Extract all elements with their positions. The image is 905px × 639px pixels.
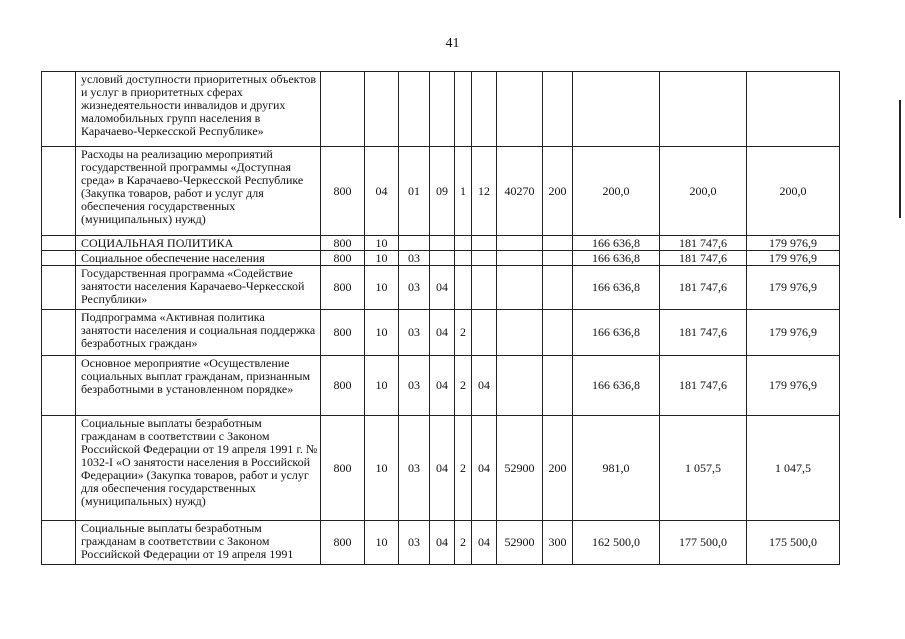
direction-code-cell (497, 356, 543, 416)
program-code-cell: 09 (430, 147, 455, 236)
amount-year3-cell: 200,0 (747, 147, 840, 236)
event-code-cell (472, 310, 497, 356)
event-code-cell (472, 236, 497, 251)
program-code-cell: 04 (430, 266, 455, 310)
ministry-code-cell: 800 (321, 310, 365, 356)
row-number-cell (42, 251, 76, 266)
event-code-cell (472, 72, 497, 147)
expense-type-cell (543, 236, 573, 251)
amount-year1-cell (573, 72, 660, 147)
amount-year3-cell: 179 976,9 (747, 310, 840, 356)
subsection-code-cell: 01 (399, 147, 430, 236)
section-code-cell: 10 (365, 251, 399, 266)
subprogram-code-cell: 2 (455, 521, 472, 565)
table-row (42, 416, 840, 521)
amount-year2-cell (660, 72, 747, 147)
amount-year3-cell (747, 72, 840, 147)
row-name-cell: Социальные выплаты безработным гражданам в соответствии с Законом Российской Федерации от 19 апреля 1991 г. № 1032-I «О занятости населения в Российской Федерации» (Закупка товаров, работ и услуг для обеспечения государственных (муниципальных) нужд) (76, 416, 321, 521)
direction-code-cell: 52900 (497, 416, 543, 521)
ministry-code-cell: 800 (321, 356, 365, 416)
amount-year1-cell: 166 636,8 (573, 310, 660, 356)
page-number: 41 (445, 36, 460, 51)
expense-type-cell (543, 266, 573, 310)
event-code-cell: 12 (472, 147, 497, 236)
amount-year2-cell: 177 500,0 (660, 521, 747, 565)
subsection-code-cell: 03 (399, 521, 430, 565)
direction-code-cell: 40270 (497, 147, 543, 236)
budget-table (41, 71, 840, 565)
table-row (42, 147, 840, 236)
expense-type-cell (543, 72, 573, 147)
amount-year1-cell: 166 636,8 (573, 251, 660, 266)
subprogram-code-cell (455, 72, 472, 147)
amount-year1-cell: 166 636,8 (573, 356, 660, 416)
subsection-code-cell (399, 72, 430, 147)
program-code-cell (430, 72, 455, 147)
ministry-code-cell: 800 (321, 416, 365, 521)
subsection-code-cell: 03 (399, 416, 430, 521)
section-code-cell: 10 (365, 236, 399, 251)
event-code-cell: 04 (472, 356, 497, 416)
row-name-cell: Подпрограмма «Активная политика занятости населения и социальная поддержка безработных граждан» (76, 310, 321, 356)
amount-year2-cell: 181 747,6 (660, 266, 747, 310)
ministry-code-cell: 800 (321, 251, 365, 266)
row-number-cell (42, 310, 76, 356)
subprogram-code-cell (455, 251, 472, 266)
amount-year1-cell: 981,0 (573, 416, 660, 521)
direction-code-cell (497, 72, 543, 147)
amount-year3-cell: 179 976,9 (747, 251, 840, 266)
direction-code-cell (497, 236, 543, 251)
table-row (42, 236, 840, 251)
ministry-code-cell: 800 (321, 236, 365, 251)
section-code-cell: 10 (365, 356, 399, 416)
row-name-cell: Социальные выплаты безработным гражданам в соответствии с Законом Российской Федерации от 19 апреля 1991 (76, 521, 321, 565)
ministry-code-cell: 800 (321, 147, 365, 236)
table-row (42, 72, 840, 147)
row-number-cell (42, 147, 76, 236)
row-name-cell: Государственная программа «Содействие занятости населения Карачаево-Черкесской Республики» (76, 266, 321, 310)
amount-year2-cell: 1 057,5 (660, 416, 747, 521)
table-row (42, 521, 840, 565)
amount-year2-cell: 181 747,6 (660, 310, 747, 356)
amount-year3-cell: 179 976,9 (747, 266, 840, 310)
expense-type-cell: 200 (543, 416, 573, 521)
section-code-cell: 10 (365, 310, 399, 356)
subsection-code-cell: 03 (399, 251, 430, 266)
amount-year1-cell: 200,0 (573, 147, 660, 236)
direction-code-cell (497, 251, 543, 266)
event-code-cell: 04 (472, 521, 497, 565)
direction-code-cell: 52900 (497, 521, 543, 565)
subprogram-code-cell: 2 (455, 310, 472, 356)
expense-type-cell (543, 310, 573, 356)
section-code-cell: 10 (365, 521, 399, 565)
amount-year2-cell: 181 747,6 (660, 356, 747, 416)
section-code-cell: 10 (365, 266, 399, 310)
subsection-code-cell (399, 236, 430, 251)
row-name-cell: Расходы на реализацию мероприятий государственной программы «Доступная среда» в Карачаево-Черкесской Республике (Закупка товаров, работ и услуг для обеспечения государственных (муниципальных) нужд) (76, 147, 321, 236)
table-row (42, 310, 840, 356)
amount-year1-cell: 166 636,8 (573, 236, 660, 251)
ministry-code-cell: 800 (321, 266, 365, 310)
scan-edge-line (899, 100, 901, 218)
subprogram-code-cell (455, 236, 472, 251)
program-code-cell: 04 (430, 310, 455, 356)
program-code-cell (430, 236, 455, 251)
table-row (42, 356, 840, 416)
program-code-cell: 04 (430, 416, 455, 521)
row-name-cell: Социальное обеспечение населения (76, 251, 321, 266)
expense-type-cell: 200 (543, 147, 573, 236)
subprogram-code-cell (455, 266, 472, 310)
amount-year3-cell: 175 500,0 (747, 521, 840, 565)
row-number-cell (42, 72, 76, 147)
amount-year1-cell: 162 500,0 (573, 521, 660, 565)
event-code-cell (472, 266, 497, 310)
subsection-code-cell: 03 (399, 310, 430, 356)
subsection-code-cell: 03 (399, 266, 430, 310)
event-code-cell (472, 251, 497, 266)
amount-year2-cell: 181 747,6 (660, 251, 747, 266)
table-row (42, 251, 840, 266)
row-number-cell (42, 521, 76, 565)
ministry-code-cell: 800 (321, 521, 365, 565)
direction-code-cell (497, 310, 543, 356)
section-code-cell: 10 (365, 416, 399, 521)
row-name-cell: СОЦИАЛЬНАЯ ПОЛИТИКА (76, 236, 321, 251)
expense-type-cell (543, 251, 573, 266)
amount-year1-cell: 166 636,8 (573, 266, 660, 310)
amount-year2-cell: 181 747,6 (660, 236, 747, 251)
subprogram-code-cell: 2 (455, 356, 472, 416)
row-name-cell: условий доступности приоритетных объектов и услуг в приоритетных сферах жизнедеятельности инвалидов и других маломобильных групп населения в Карачаево-Черкесской Республике» (76, 72, 321, 147)
row-number-cell (42, 266, 76, 310)
program-code-cell: 04 (430, 521, 455, 565)
expense-type-cell (543, 356, 573, 416)
section-code-cell (365, 72, 399, 147)
row-number-cell (42, 356, 76, 416)
expense-type-cell: 300 (543, 521, 573, 565)
subprogram-code-cell: 2 (455, 416, 472, 521)
amount-year3-cell: 1 047,5 (747, 416, 840, 521)
amount-year2-cell: 200,0 (660, 147, 747, 236)
section-code-cell: 04 (365, 147, 399, 236)
table-row (42, 266, 840, 310)
subprogram-code-cell: 1 (455, 147, 472, 236)
row-number-cell (42, 416, 76, 521)
subsection-code-cell: 03 (399, 356, 430, 416)
program-code-cell: 04 (430, 356, 455, 416)
amount-year3-cell: 179 976,9 (747, 356, 840, 416)
ministry-code-cell (321, 72, 365, 147)
row-name-cell: Основное мероприятие «Осуществление социальных выплат гражданам, признанным безработными в установленном порядке» (76, 356, 321, 416)
row-number-cell (42, 236, 76, 251)
event-code-cell: 04 (472, 416, 497, 521)
direction-code-cell (497, 266, 543, 310)
program-code-cell (430, 251, 455, 266)
amount-year3-cell: 179 976,9 (747, 236, 840, 251)
